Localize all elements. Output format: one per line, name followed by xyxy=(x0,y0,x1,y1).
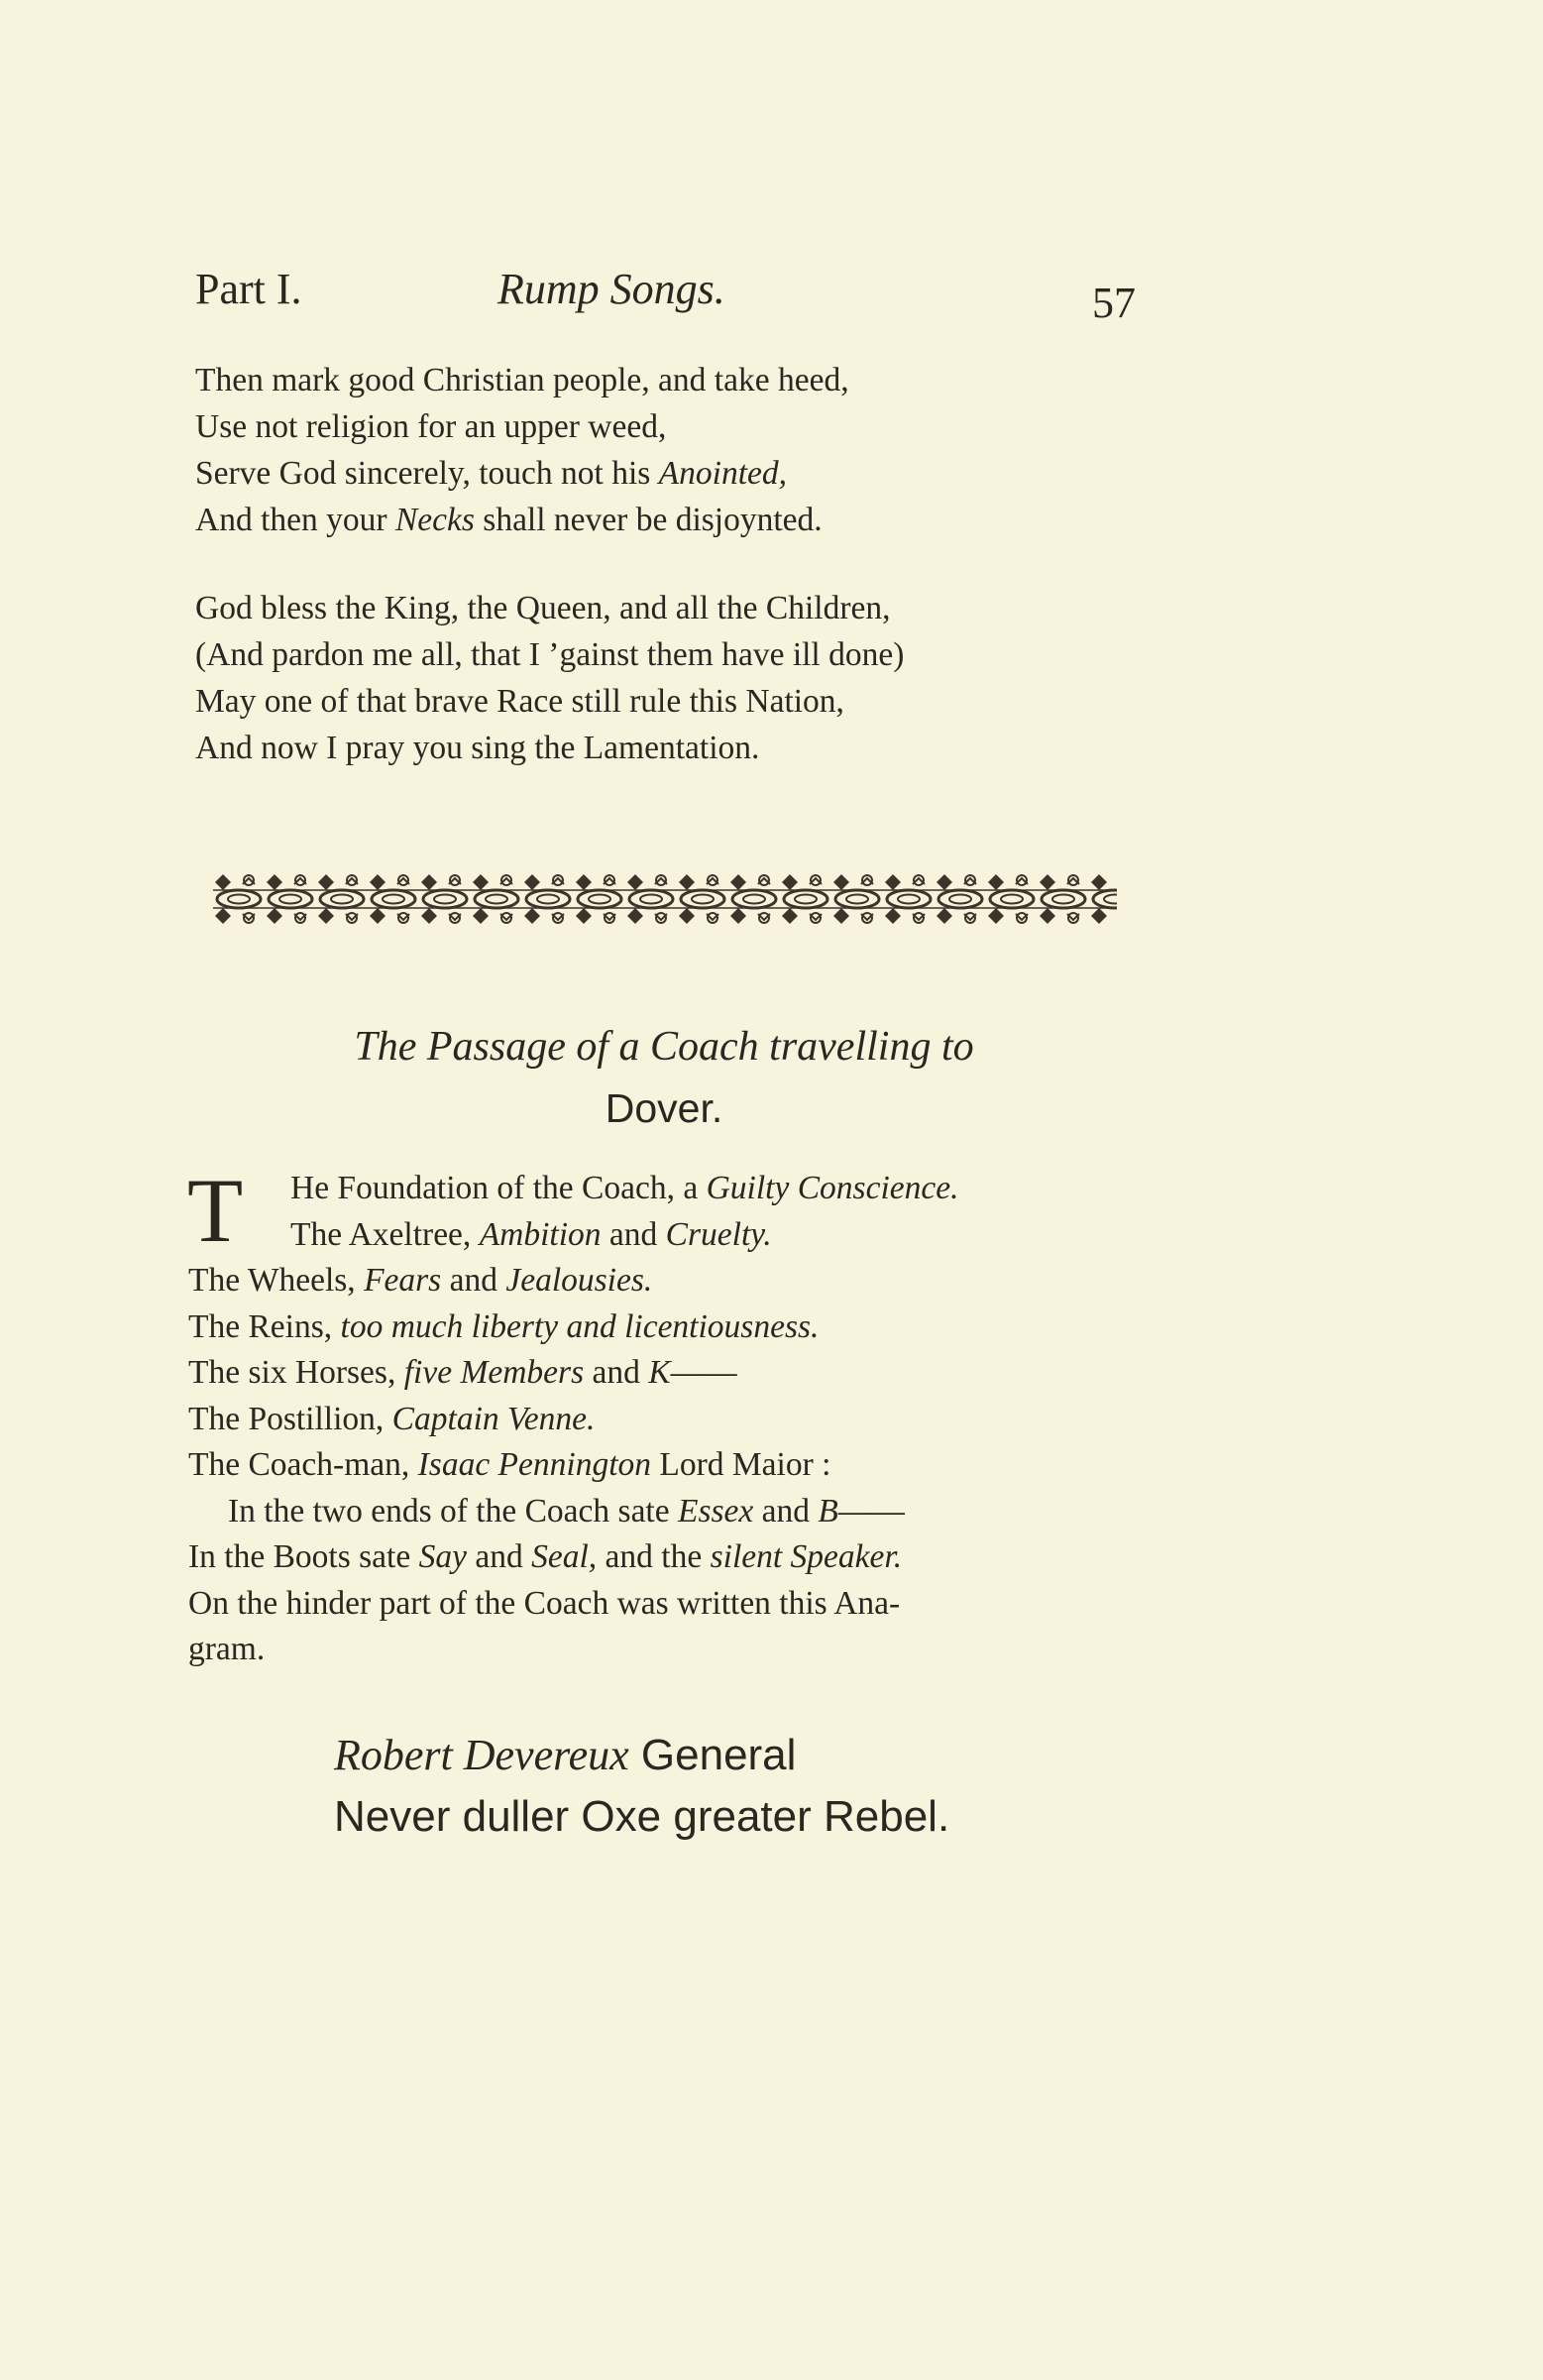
body-line: The Reins, too much liberty and licentiousness. xyxy=(188,1307,820,1345)
verse-line: (And pardon me all, that I ’gainst them have ill done) xyxy=(195,636,905,673)
verse-line: Use not religion for an upper weed, xyxy=(195,408,667,445)
verse-line: Serve God sincerely, touch not his Anointed, xyxy=(195,455,787,492)
drop-cap: T xyxy=(187,1160,244,1261)
body-line: He Foundation of the Coach, a Guilty Conscience. xyxy=(290,1170,959,1206)
body-line: The Postillion, Captain Venne. xyxy=(188,1400,596,1437)
section-title-continued: Dover. xyxy=(605,1085,723,1131)
verse-stanza-2 xyxy=(195,585,904,771)
verse-stanza-1 xyxy=(195,357,849,543)
body-line: In the Boots sate Say and Seal, and the silent Speaker. xyxy=(188,1538,903,1575)
verse-line: May one of that brave Race still rule this Nation, xyxy=(195,683,844,720)
verse-line: Then mark good Christian people, and take heed, xyxy=(195,362,849,398)
running-header xyxy=(195,264,1147,327)
body-line: The six Horses, five Members and K—— xyxy=(188,1354,737,1391)
anagram-line-1: Robert Devereux General xyxy=(334,1731,797,1779)
body-line: gram. xyxy=(188,1631,266,1667)
verse-line: And then your Necks shall never be disjoynted. xyxy=(195,502,823,538)
body-line: The Axeltree, Ambition and Cruelty. xyxy=(290,1215,772,1253)
section-title: The Passage of a Coach travelling to xyxy=(354,1024,974,1070)
anagram-line-2: Never duller Oxe greater Rebel. xyxy=(334,1792,950,1841)
body-line: On the hinder part of the Coach was written this Ana- xyxy=(188,1584,901,1622)
ornamental-border xyxy=(213,872,1117,926)
poem-body xyxy=(187,1160,1140,1673)
page-number: 57 xyxy=(1092,279,1136,327)
running-title: Rump Songs. xyxy=(497,265,725,313)
body-line: The Coach-man, Isaac Pennington Lord Maior : xyxy=(188,1446,831,1483)
body-line: In the two ends of the Coach sate Essex and B—— xyxy=(228,1492,905,1530)
anagram-block xyxy=(334,1725,949,1848)
verse-line: God bless the King, the Queen, and all the Children, xyxy=(195,590,891,626)
body-line: The Wheels, Fears and Jealousies. xyxy=(188,1262,653,1299)
part-label: Part I. xyxy=(195,265,302,313)
verse-line: And now I pray you sing the Lamentation. xyxy=(195,730,760,766)
